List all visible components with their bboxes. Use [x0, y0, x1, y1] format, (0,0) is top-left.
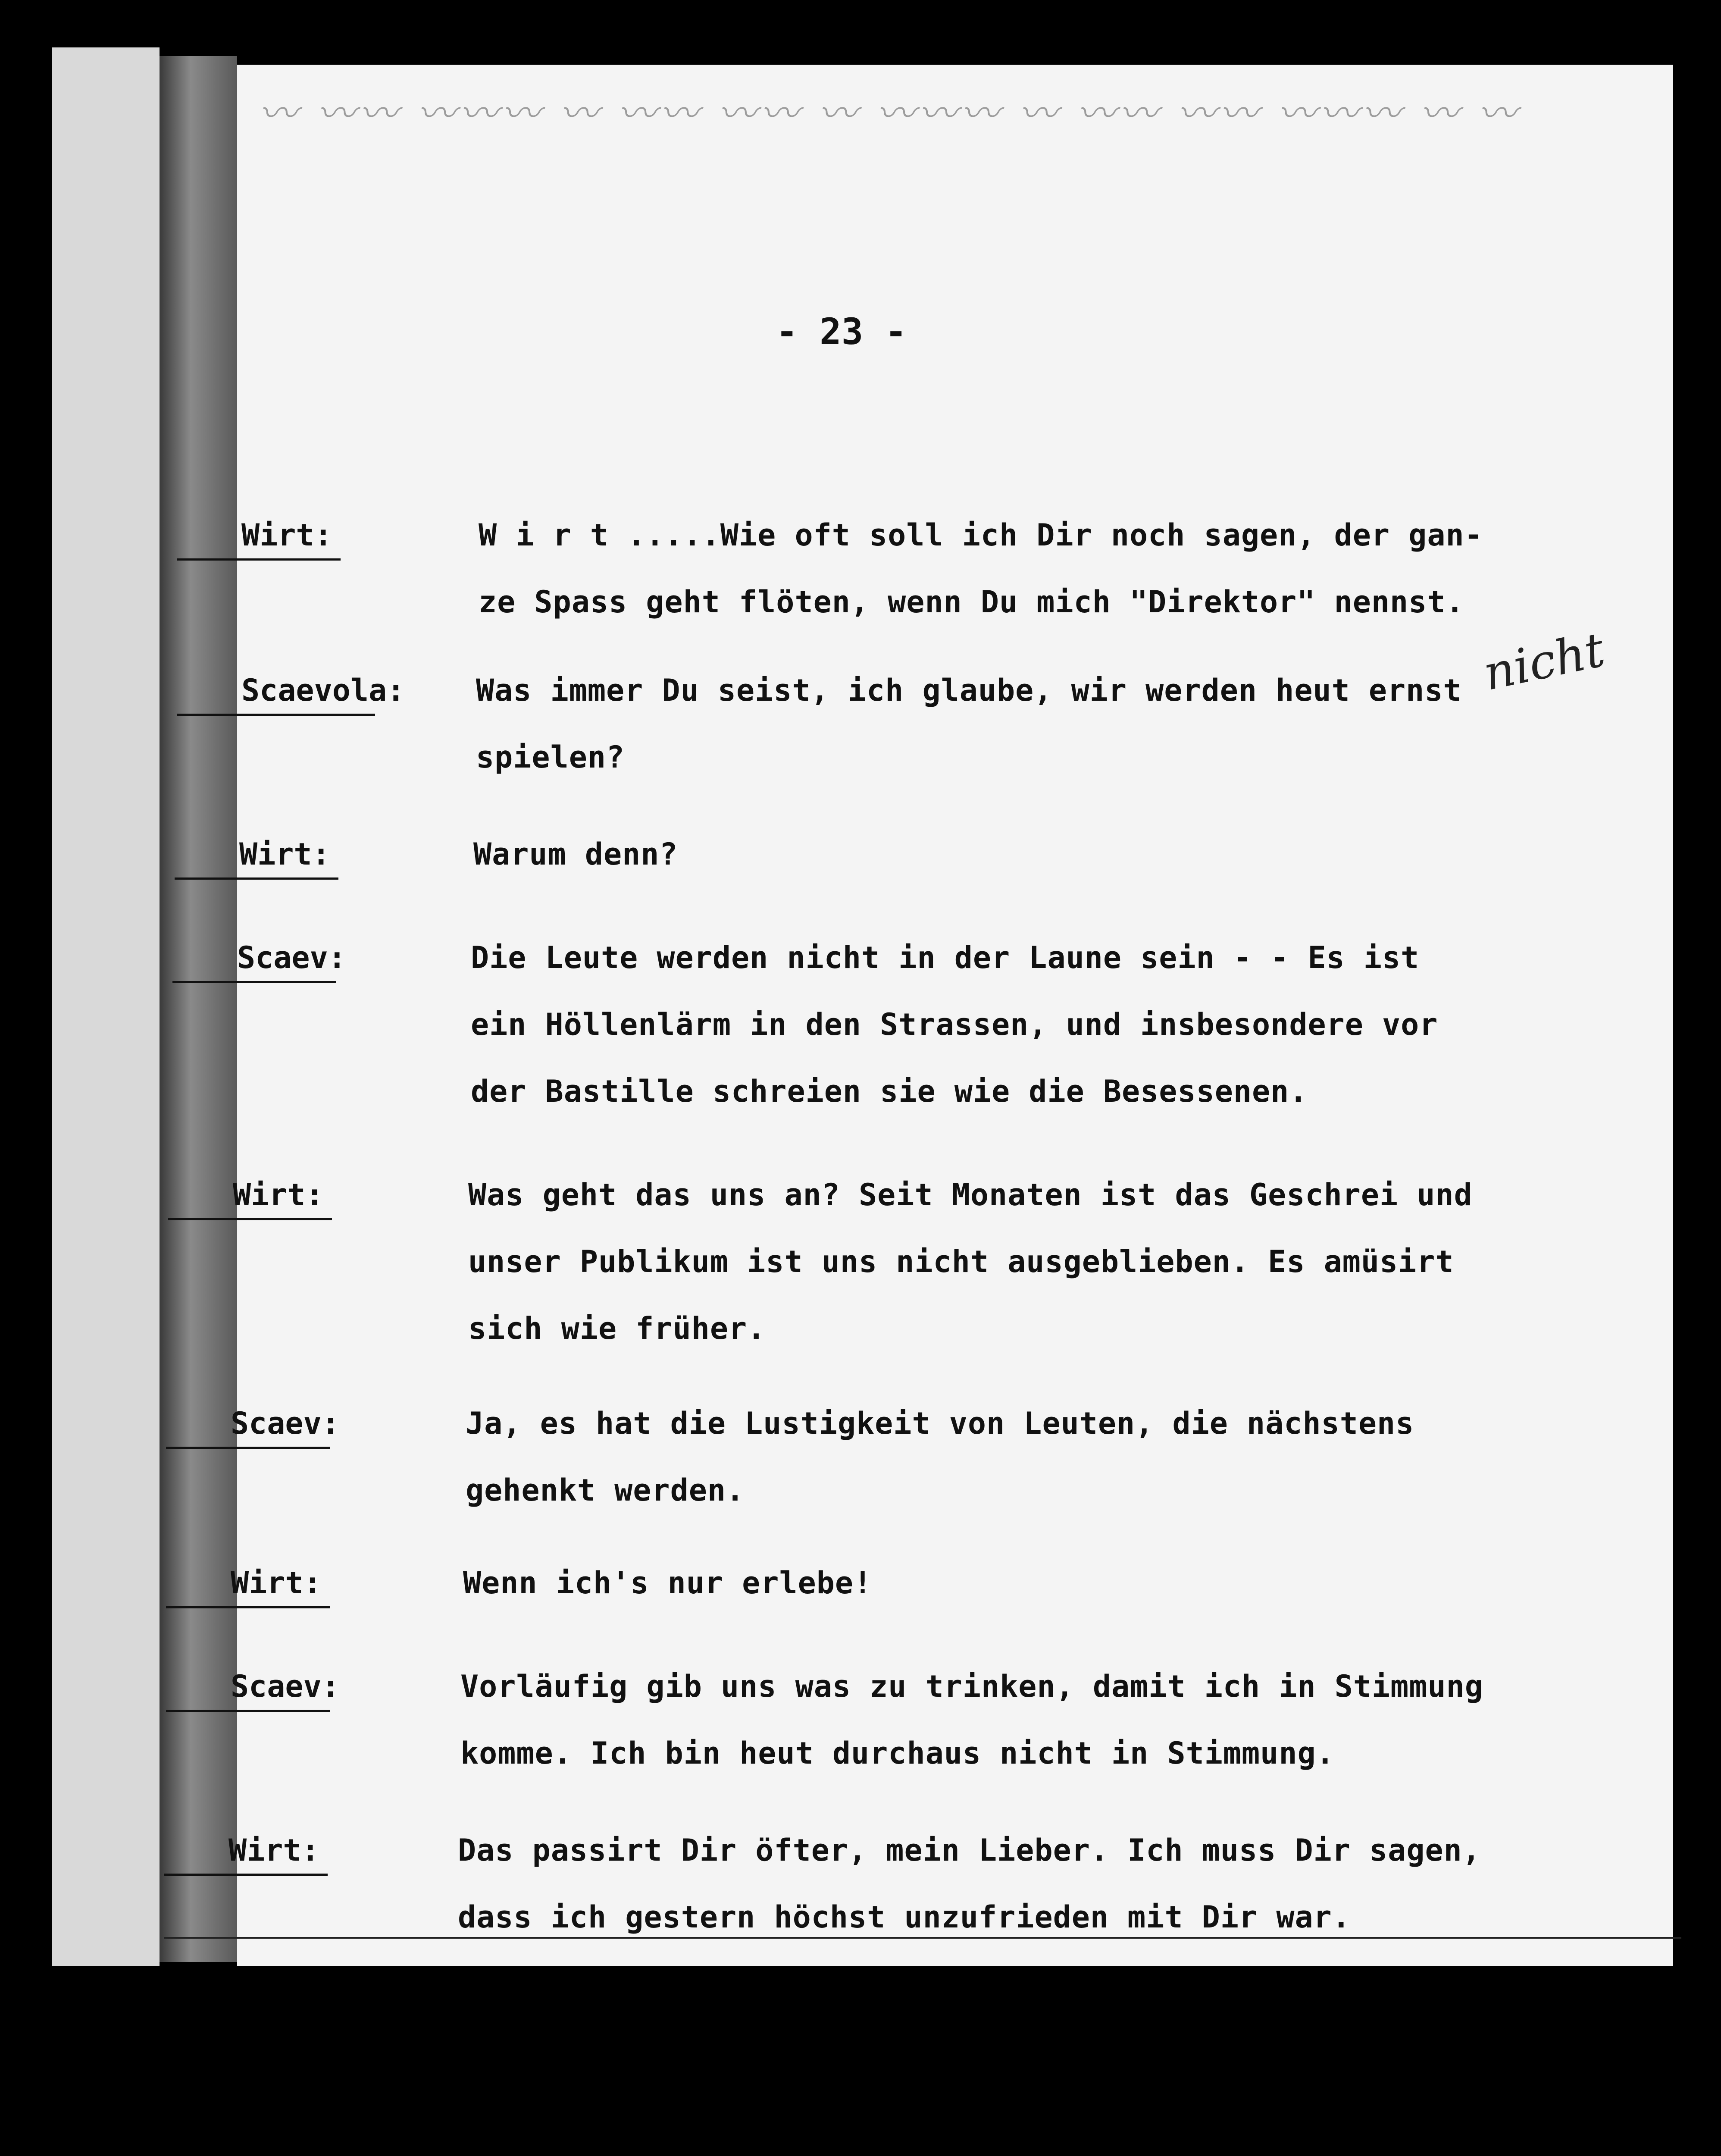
book-spine: [160, 56, 237, 1962]
dialogue-line: Ja, es hat die Lustigkeit von Leuten, die nächstens: [466, 1406, 1414, 1441]
speaker-label: Scaev:: [237, 940, 346, 975]
speaker-underline: [164, 1874, 328, 1876]
speaker-underline: [177, 558, 341, 561]
dialogue-line: Was geht das uns an? Seit Monaten ist das Geschrei und: [468, 1177, 1473, 1213]
dialogue-line: gehenkt werden.: [466, 1473, 745, 1508]
speaker-label: Wirt:: [239, 837, 330, 872]
dialogue-line: der Bastille schreien sie wie die Besessenen.: [471, 1074, 1308, 1109]
speaker-underline: [172, 981, 336, 983]
handwritten-correction: nicht: [1478, 622, 1609, 701]
speaker-underline: [177, 714, 375, 716]
dialogue-line: W i r t .....Wie oft soll ich Dir noch sagen, der gan-: [479, 517, 1483, 553]
speaker-underline: [168, 1218, 332, 1220]
dialogue-line: komme. Ich bin heut durchaus nicht in Stimmung.: [460, 1736, 1335, 1771]
dialogue-line: ein Höllenlärm in den Strassen, und insbesondere vor: [471, 1007, 1438, 1042]
speaker-underline: [166, 1710, 330, 1712]
handwritten-header-scribble: 〰 〰〰 〰〰〰 〰 〰〰 〰〰 〰 〰〰〰 〰 〰〰 〰〰 〰〰〰 〰 〰: [259, 91, 1520, 136]
speaker-label: Wirt:: [241, 517, 332, 553]
speaker-label: Scaev:: [231, 1669, 340, 1704]
dialogue-line: unser Publikum ist uns nicht ausgeblieben. Es amüsirt: [468, 1244, 1454, 1279]
speaker-underline: [175, 877, 338, 880]
dialogue-line: Die Leute werden nicht in der Laune sein - - Es ist: [471, 940, 1420, 975]
speaker-label: Scaevola:: [241, 673, 405, 708]
speaker-underline: [166, 1606, 330, 1608]
speaker-label: Scaev:: [231, 1406, 340, 1441]
page-bottom-rule: [164, 1937, 1681, 1939]
dialogue-line: sich wie früher.: [468, 1311, 766, 1346]
speaker-label: Wirt:: [231, 1565, 322, 1601]
dialogue-line: Wenn ich's nur erlebe!: [463, 1565, 873, 1601]
dialogue-line: ze Spass geht flöten, wenn Du mich "Direktor" nennst.: [479, 584, 1464, 620]
dialogue-line: Warum denn?: [473, 837, 678, 872]
dialogue-line: spielen?: [476, 740, 625, 775]
dialogue-line: Das passirt Dir öfter, mein Lieber. Ich muss Dir sagen,: [458, 1833, 1481, 1868]
adjacent-page-edge: [52, 47, 160, 1966]
speaker-label: Wirt:: [228, 1833, 319, 1868]
page-number: - 23 -: [776, 310, 907, 353]
dialogue-line: Vorläufig gib uns was zu trinken, damit ich in Stimmung: [460, 1669, 1483, 1704]
dialogue-line: dass ich gestern höchst unzufrieden mit Dir war.: [458, 1899, 1351, 1935]
dialogue-line: Was immer Du seist, ich glaube, wir werden heut ernst: [476, 673, 1462, 708]
speaker-label: Wirt:: [233, 1177, 324, 1213]
speaker-underline: [166, 1447, 330, 1449]
